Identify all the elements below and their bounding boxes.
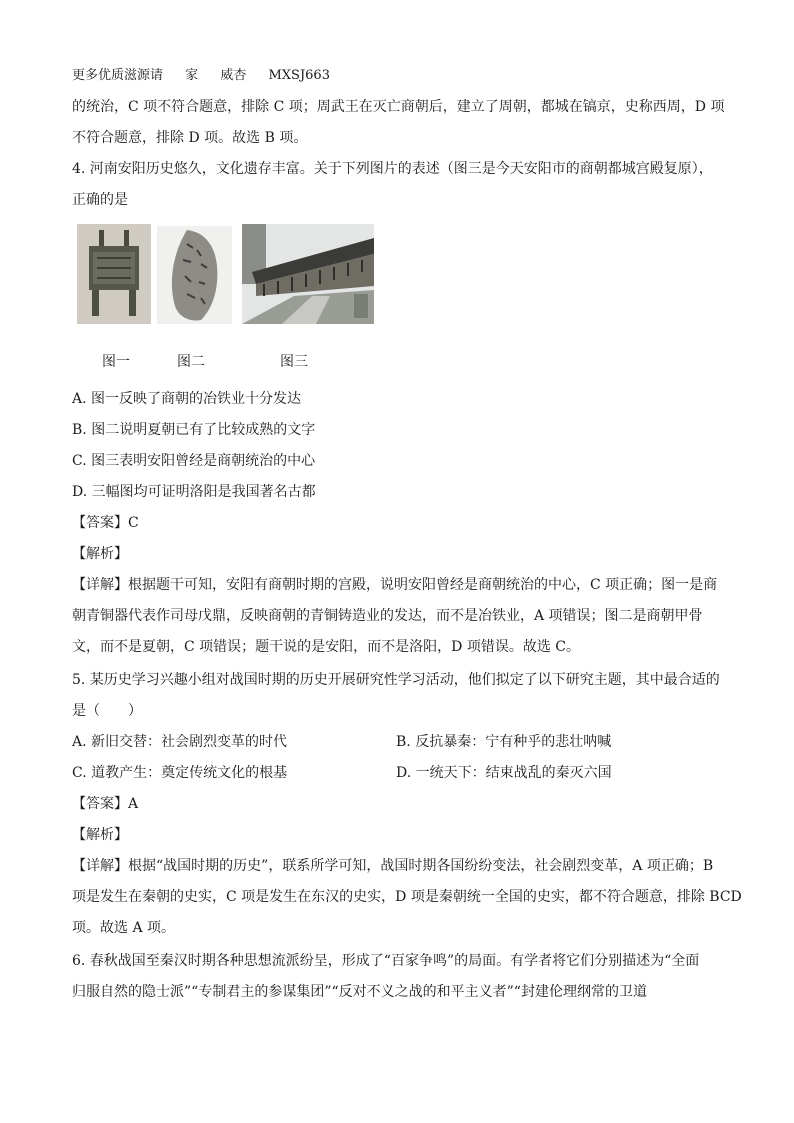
header-part: 威杏 xyxy=(220,68,247,83)
figure-3-caption: 图三 xyxy=(280,354,308,370)
analysis-label: 【解析】 xyxy=(72,546,128,562)
analysis-detail: 【详解】根据“战国时期的历史”，联系所学可知，战国时期各国纷纷变法，社会剧烈变革，A 项正确；B xyxy=(72,858,714,874)
option-b: B. 反抗暴秦：宁有种乎的悲壮呐喊 xyxy=(396,734,612,750)
analysis-detail: 文，而不是夏朝，C 项错误；题干说的是安阳，而不是洛阳，D 项错误。故选 C。 xyxy=(72,639,580,655)
option-a: A. 新旧交替：社会剧烈变革的时代 xyxy=(72,734,288,750)
question-4-stem: 正确的是 xyxy=(72,192,128,208)
prev-analysis-line: 的统治，C 项不符合题意，排除 C 项；周武王在灭亡商朝后，建立了周朝，都城在镐京，史称西周，D 项 xyxy=(72,99,725,115)
option-d: D. 三幅图均可证明洛阳是我国著名古都 xyxy=(72,484,316,500)
question-5-stem: 5. 某历史学习兴趣小组对战国时期的历史开展研究性学习活动，他们拟定了以下研究主题，其中最合适的 xyxy=(72,672,720,688)
figure-2-caption: 图二 xyxy=(177,354,205,370)
question-4-stem: 4. 河南安阳历史悠久，文化遗存丰富。关于下列图片的表述（图三是今天安阳市的商朝都城宫殿复原）， xyxy=(72,161,713,177)
page-header xyxy=(72,66,348,86)
option-a: A. 图一反映了商朝的冶铁业十分发达 xyxy=(72,391,302,407)
figure-3-palace-image xyxy=(242,224,374,324)
analysis-detail: 朝青铜器代表作司母戊鼎，反映商朝的青铜铸造业的发达，而不是冶铁业，A 项错误；图二是商朝甲骨 xyxy=(72,608,703,624)
option-c: C. 图三表明安阳曾经是商朝统治的中心 xyxy=(72,453,316,469)
prev-analysis-line: 不符合题意，排除 D 项。故选 B 项。 xyxy=(72,130,308,146)
header-part: 家 xyxy=(185,68,199,83)
analysis-detail: 项是发生在秦朝的史实，C 项是发生在东汉的史实，D 项是秦朝统一全国的史实，都不符合题意，排除 BCD xyxy=(72,889,742,905)
option-b: B. 图二说明夏朝已有了比较成熟的文字 xyxy=(72,422,316,438)
answer-label: 【答案】C xyxy=(72,515,139,531)
header-part: 更多优质滋源请 xyxy=(72,68,164,83)
analysis-label: 【解析】 xyxy=(72,827,128,843)
analysis-detail: 项。故选 A 项。 xyxy=(72,920,176,936)
figure-2-oracle-bone-image xyxy=(157,226,232,324)
figure-1-bronze-ding-image xyxy=(77,224,151,324)
question-5-stem: 是（ ） xyxy=(72,703,142,719)
option-c: C. 道教产生：奠定传统文化的根基 xyxy=(72,765,288,781)
analysis-detail: 【详解】根据题干可知，安阳有商朝时期的宫殿，说明安阳曾经是商朝统治的中心，C 项正确；图一是商 xyxy=(72,577,718,593)
option-d: D. 一统天下：结束战乱的秦灭六国 xyxy=(396,765,612,781)
header-part: MXSJ663 xyxy=(268,68,330,83)
question-6-stem: 归服自然的隐士派”“专制君主的参谋集团”“反对不义之战的和平主义者”“封建伦理纲常的卫道 xyxy=(72,984,647,1000)
question-6-stem: 6. 春秋战国至秦汉时期各种思想流派纷呈，形成了“百家争鸣”的局面。有学者将它们分别描述为“全面 xyxy=(72,953,700,969)
answer-label: 【答案】A xyxy=(72,796,139,812)
figure-1-caption: 图一 xyxy=(102,354,130,370)
